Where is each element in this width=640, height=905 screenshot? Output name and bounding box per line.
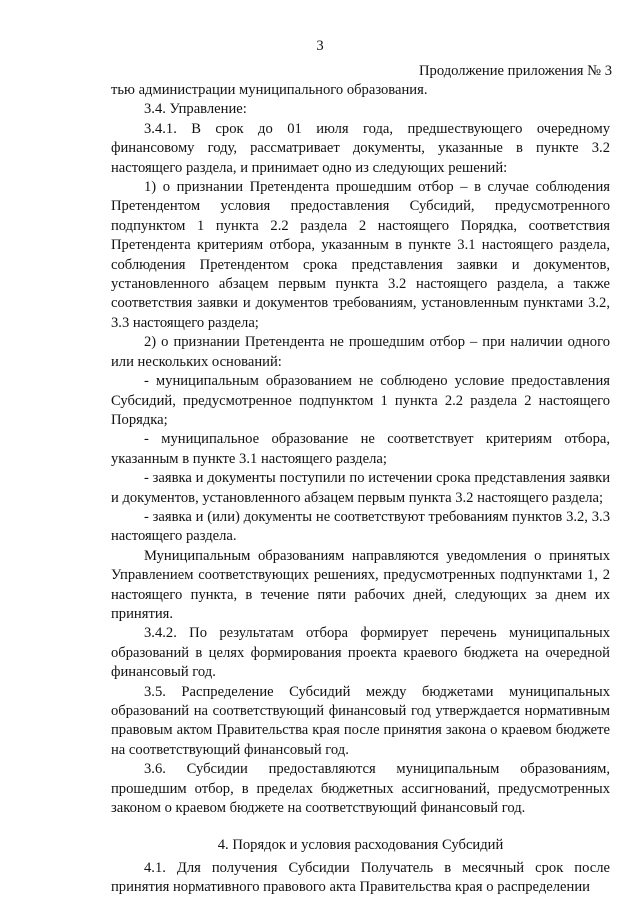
paragraph: Муниципальным образованиям направляются уведомления о принятых Управлением соответствующих решениях, предусмотренных подпунктами 1, 2 настоящего пункта, в течение пяти рабочих дней, следующих за днем их принятия. <box>111 547 610 622</box>
list-item: - заявка и документы поступили по истечении срока представления заявки и документов, установленного абзацем первым пункта 3.2 настоящего раздела; <box>111 470 610 506</box>
list-item: - муниципальным образованием не соблюдено условие предоставления Субсидий, предусмотренное подпунктом 1 пункта 2.2 раздела 2 настоящего Порядка; <box>111 373 610 428</box>
continuation-label: Продолжение приложения № 3 <box>419 63 612 79</box>
document-body <box>111 81 610 898</box>
paragraph: 3.4. Управление: <box>144 101 247 118</box>
page-number: 3 <box>316 38 324 54</box>
paragraph: 4.1. Для получения Субсидии Получатель в месячный срок после принятия нормативного правового акта Правительства края о распределении <box>111 859 610 896</box>
paragraph: 3.6. Субсидии предоставляются муниципальным образованиям, прошедшим отбор, в пределах бюджетных ассигнований, предусмотренных законом о краевом бюджете на соответствующий финансовый год. <box>111 761 610 817</box>
paragraph: 1) о признании Претендента прошедшим отбор – в случае соблюдения Претендентом условия предоставления Субсидий, предусмотренного подпунктом 1 пункта 2.2 раздела 2 настоящего Порядка, соответствия Претендента критериям отбора, указанным в пункте 3.1 настоящего раздела, соблюдения Претендентом срока представления заявки и документов, установленного абзацем первым пункта 3.2 настоящего раздела, а также соответствия заявки и документов требованиям, установленным пунктами 3.2, 3.3 настоящего раздела; <box>111 179 610 331</box>
paragraph: 3.5. Распределение Субсидий между бюджетами муниципальных образований на соответствующий финансовый год утверждается нормативным правовым актом Правительства края после принятия закона о краевом бюджете на соответствующий финансовый год. <box>111 683 610 758</box>
paragraph: тью администрации муниципального образования. <box>111 82 428 98</box>
list-item: - муниципальное образование не соответствует критериям отбора, указанным в пункте 3.1 настоящего раздела; <box>111 431 610 467</box>
paragraph: 3.4.2. По результатам отбора формирует перечень муниципальных образований в целях формирования проекта краевого бюджета на очередной финансовый год. <box>111 625 610 681</box>
paragraph: 2) о признании Претендента не прошедшим отбор – при наличии одного или нескольких оснований: <box>111 334 610 370</box>
paragraph: 3.4.1. В срок до 01 июля года, предшествующего очередному финансовому году, рассматривает документы, указанные в пункте 3.2 настоящего раздела, и принимает одно из следующих решений: <box>111 120 610 176</box>
list-item: - заявка и (или) документы не соответствуют требованиям пунктов 3.2, 3.3 настоящего раздела. <box>111 508 610 545</box>
section-heading: 4. Порядок и условия расходования Субсидий <box>217 837 504 854</box>
